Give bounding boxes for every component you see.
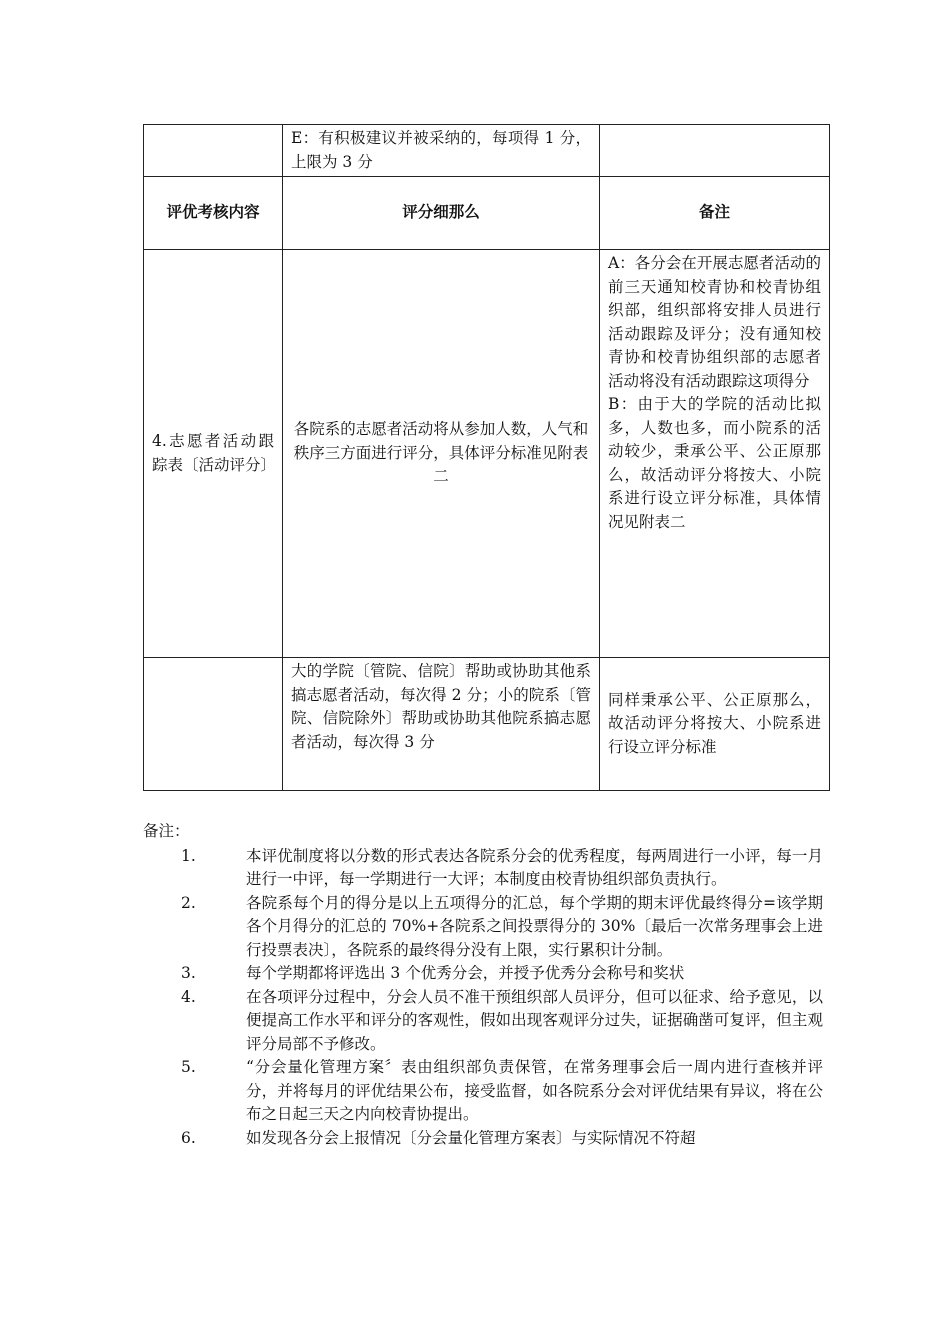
note-text: 在各项评分过程中，分会人员不准干预组织部人员评分，但可以征求、给予意见，以便提高工作水平和评分的客观性，假如出现客观评分过失，证据确凿可复评，但主观评分局部不予修改。 — [246, 987, 823, 1053]
evaluation-table — [143, 124, 830, 791]
note-number: 1. — [181, 846, 196, 865]
table-cell: E：有积极建议并被采纳的，每项得 1 分，上限为 3 分 — [283, 125, 600, 177]
table-cell — [600, 125, 830, 177]
column-header: 备注 — [600, 177, 830, 250]
note-item — [143, 845, 823, 892]
table-cell: 4.志愿者活动跟踪表〔活动评分〕 — [144, 250, 283, 658]
remark-a: A：各分会在开展志愿者活动的前三天通知校青协和校青协组织部，组织部将安排人员进行活动跟踪及评分；没有通知校青协和校青协组织部的志愿者活动将没有活动跟踪这项得分 — [608, 254, 821, 390]
note-item — [143, 1127, 823, 1151]
note-text: “分会量化管理方案〞表由组织部负责保管，在常务理事会后一周内进行查核并评分，并将每月的评优结果公布，接受监督，如各院系分会对评优结果有异议，将在公布之日起三天之内向校青协提出。 — [246, 1058, 823, 1123]
table-row — [144, 125, 830, 177]
table-cell — [144, 658, 283, 791]
notes-title: 备注： — [143, 822, 190, 840]
table-row — [144, 250, 830, 658]
remark-b: B：由于大的学院的活动比拟多，人数也多，而小院系的活动较少，秉承公平、公正原那么，故活动评分将按大、小院系进行设立评分标准，具体情况见附表二 — [608, 395, 821, 531]
note-text: 各院系每个月的得分是以上五项得分的汇总，每个学期的期末评优最终得分=该学期各个月得分的汇总的 70%+各院系之间投票得分的 30%〔最后一次常务理事会上进行投票表决〕，各院系的最终得分没有上限，实行累积计分制。 — [246, 893, 823, 959]
table-cell: 大的学院〔管院、信院〕帮助或协助其他系搞志愿者活动，每次得 2 分；小的院系〔管院、信院除外〕帮助或协助其他院系搞志愿者活动，每次得 3 分 — [283, 658, 600, 791]
note-item — [143, 892, 823, 963]
note-number: 4. — [181, 987, 196, 1006]
note-number: 3. — [181, 964, 196, 982]
table-cell — [600, 250, 830, 658]
note-number: 6. — [181, 1128, 196, 1147]
note-number: 2. — [181, 893, 196, 912]
note-item — [143, 1056, 823, 1127]
table-cell: 同样秉承公平、公正原那么，故活动评分将按大、小院系进行设立评分标准 — [600, 658, 830, 791]
note-text: 如发现各分会上报情况〔分会量化管理方案表〕与实际情况不符超 — [246, 1128, 696, 1147]
column-header: 评优考核内容 — [144, 177, 283, 250]
note-text: 每个学期都将评选出 3 个优秀分会，并授予优秀分会称号和奖状 — [246, 964, 685, 982]
table-cell: 各院系的志愿者活动将从参加人数，人气和秩序三方面进行评分，具体评分标准见附表二 — [283, 250, 600, 658]
notes-section — [143, 820, 823, 1150]
column-header: 评分细那么 — [283, 177, 600, 250]
note-item — [143, 962, 823, 986]
table-cell — [144, 125, 283, 177]
table-row — [144, 658, 830, 791]
note-number: 5. — [181, 1058, 196, 1076]
note-text: 本评优制度将以分数的形式表达各院系分会的优秀程度，每两周进行一小评，每一月进行一中评，每一学期进行一大评；本制度由校青协组织部负责执行。 — [246, 846, 823, 888]
note-item — [143, 986, 823, 1057]
table-header-row — [144, 177, 830, 250]
